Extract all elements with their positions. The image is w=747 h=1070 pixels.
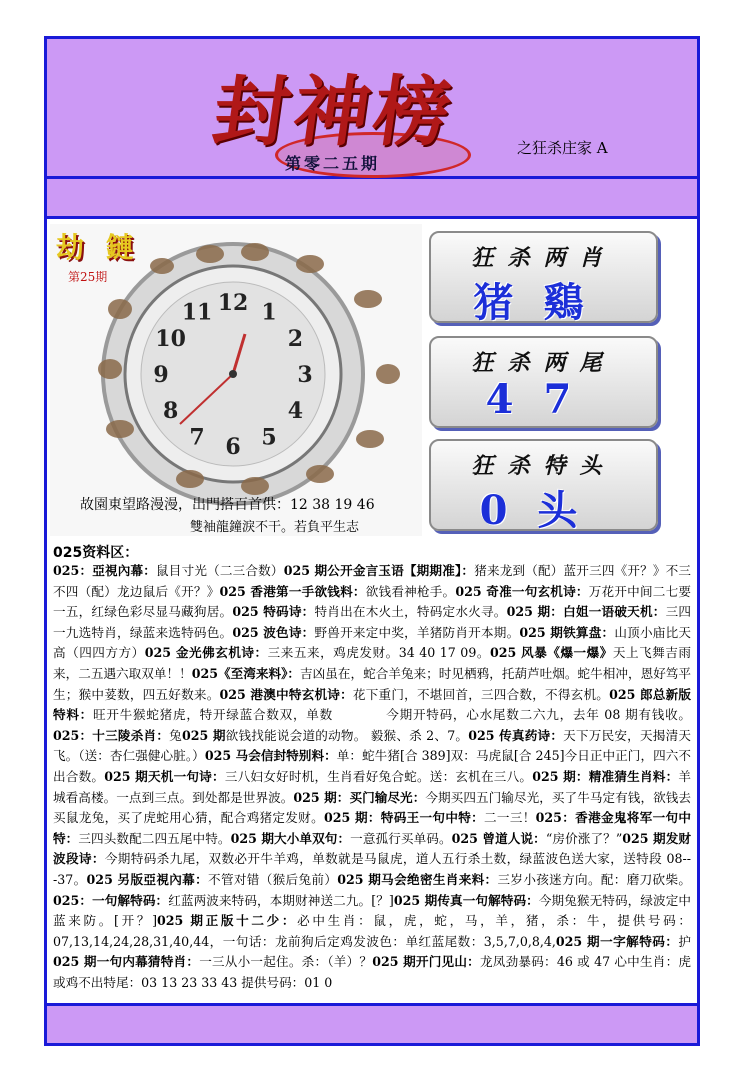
footer-band [47,1003,697,1043]
kill-panel-value: 47 [485,376,602,423]
data-keyword: 025 期：精准猜生肖料： [532,768,679,784]
artwork-poem-line-2: 雙袖龍鐘淚不干。若負平生志 [190,520,360,535]
data-text-segment: 天下万民安，天揭清天飞。（送：杏仁强健心脏。） [53,727,691,764]
data-keyword: 025 期天机一句诗： [104,768,225,784]
data-keyword: 025 期发财波段诗： [53,830,691,867]
data-keyword: 025：一句解特码： [53,892,169,908]
artwork-issue: 第25期 [68,270,108,284]
clock-numeral: 2 [287,326,304,352]
data-text-segment: 天上飞舞吉雨来，二五遇六取双单！！ [53,645,691,681]
data-keyword: 025 另版亞視內幕： [86,871,209,887]
data-keyword: 025 郎总新版特料： [53,686,691,723]
data-text-segment: 羊城看高楼。一点到三点。到处都是世界波。 [53,768,691,805]
data-text-segment: 必中生肖：鼠，虎，蛇，马，羊，猪，杀：牛，提供号码：07,13,14,24,28,31,40,44，一句话：龙前狗后定鸡发波色：单红蓝尾数：3,5,7,0,8,4, [53,913,691,949]
data-keyword: 025 期开门见山： [372,954,480,970]
data-text-segment: 三四头数配二四五尾中特。 [78,830,231,846]
data-keyword: 025 期公开金言玉语【期期准】： [283,563,475,578]
data-keyword: 025 曾道人说： [451,830,546,846]
data-text-segment: 三八妇女好时机，生肖看好兔合蛇。送：玄机在三八。 [224,768,533,784]
clock-numeral: 6 [225,434,241,460]
issue-number: 第零二五期 [285,154,381,173]
data-keyword: 025 期一句内幕猜特肖： [53,954,200,970]
kill-panel-value: 猪鷄 [473,279,614,326]
data-text-segment: 三来五来，鸡虎发财。34 40 17 09。 [267,645,490,661]
data-text-segment: 一三从小一起住。杀：（羊）？ [199,954,373,970]
artwork-poem-line-1: 故園東望路漫漫，出門搭百首供：12 38 19 46 [80,497,375,513]
data-text-segment: 欲钱找能说会道的动物。 毅猴、杀 2、7。 [225,727,469,743]
data-keyword: 025：亞視內幕： [53,563,157,578]
page-subtitle: 之狂杀庄家 A [517,139,608,157]
data-text-segment: 二一三！ [484,810,536,826]
clock-numeral: 5 [261,424,277,451]
poster-frame [44,36,700,1046]
clock-numeral: 3 [297,362,313,388]
data-keyword: 025 期传真一句解特码： [393,892,539,908]
purple-divider-band [47,179,697,219]
data-keyword: 025 奇准一句玄机诗： [455,583,589,599]
data-keyword: 025 传真药诗： [468,727,564,743]
kill-panel-value: 0头 [479,487,608,534]
data-keyword: 025 波色诗： [232,624,315,640]
data-keyword: 025：十三陵杀肖： [53,727,170,743]
data-text-segment: 欲钱看神枪手。 [365,583,456,599]
data-section-body [53,561,691,995]
data-text-segment: 今期特码杀九尾，双数必开牛羊鸡，单数就是马鼠虎，道人五行杀土数，绿蓝波色送大家，送特段 08---37。 [53,851,691,887]
data-keyword: 025 期 [181,727,226,743]
kill-panel-special-head [429,439,658,534]
data-text-segment: 今期买四五门输尽光，买了牛马定有钱，欲钱去买鼠龙兔，买了虎蛇用心猜，配合鸡猪定发财。 [53,789,691,826]
data-section-title: 025资料区： [53,545,139,561]
data-keyword: 025 期：特码王一句中特： [324,810,485,826]
data-text-segment: 单：蛇牛猪[合 389]双：马虎鼠[合 245]今日正中正门，四六不出合数。 [53,748,691,784]
clock-numeral: 1 [261,299,277,326]
clock-numeral: 9 [153,362,169,388]
data-keyword: 025 特码诗： [232,604,315,620]
page-title: 封神榜 [207,67,461,156]
data-text-segment: 龙凤劲暴码：46 或 47 心中生肖：虎或鸡不出特尾：03 13 23 33 43 提供号码：01 0 [53,954,691,990]
clock-numeral: 11 [181,299,213,326]
data-text-segment: 鼠目寸光（二三合数） [156,563,284,578]
data-text-segment: 山顶小庙比天高（四四方方） [53,624,691,661]
data-text-segment: 野兽开来定中奖，羊猪防肖开本期。 [314,624,520,640]
data-text-segment: 旺开牛猴蛇猪虎，特开绿蓝合数双，单数 今期开特码，心水尾数二六九，去年 08 期有钱收。 [93,707,691,723]
data-text-segment: 吉凶虽在，蛇合羊兔来；时见栖鸦，托葫芦吐烟。蛇牛相冲，恩好笃平生；猴中荽数，四五好数来。 [53,665,691,702]
data-keyword: 025 期铁算盘： [519,624,615,640]
data-text-segment: 护 [678,933,691,949]
kill-panel-label: 狂杀两尾 [471,350,616,376]
data-keyword: 025 期大小单双句： [230,830,351,846]
data-text-segment: 不管对错（猴后兔前） [208,871,338,887]
clock-illustration [50,224,422,536]
data-keyword: 025 香港第一手欲钱料： [219,583,366,599]
data-text-segment: 万花开中间二七要一五，红绿色彩尽显马藏狗居。 [53,583,691,620]
data-text-segment: 特肖出在木火土，特码定水火寻。 [314,604,507,620]
data-keyword: 025 期正版十二少： [157,913,298,929]
data-keyword: 025 期：白姐一语破天机： [506,604,666,620]
kill-panel-two-tails [429,336,658,428]
data-keyword: 025《至湾来料》： [191,665,301,681]
data-keyword: 025 马会信封特别料： [204,748,337,764]
data-keyword: 025 风暴《爆一爆》 [489,645,613,661]
kill-panel-label: 狂杀特头 [471,453,616,479]
data-text-segment: 三岁小孩迷方向。配：磨刀砍柴。 [497,871,691,887]
clock-numeral: 12 [217,290,249,316]
data-keyword: 025：香港金鬼将军一句中特： [53,810,691,846]
clock-numeral: 8 [162,398,179,424]
data-keyword: 025 港澳中特玄机诗： [219,686,353,702]
clock-numeral: 4 [287,398,304,424]
data-text-segment: 花下重门，不堪回首，三四合数，不得玄机。 [352,686,610,702]
data-text-segment: “房价涨了？” [545,830,623,846]
header-band [47,39,697,179]
clock-zodiac-artwork [50,224,422,536]
clock-numeral: 7 [189,424,205,451]
kill-panel-two-zodiacs [429,231,658,326]
data-keyword: 025 期：买门输尽光： [293,789,426,805]
kill-panel-label: 狂杀两肖 [471,245,616,271]
artwork-title: 劫 鏈 [56,231,140,264]
data-text-segment: 一意孤行买单码。 [350,830,452,846]
data-text-segment: 今期兔猴无特码，绿波定中蓝来防。[开？] [53,892,691,929]
data-text-segment: 红蓝两波来特码，本期财神送二九。[？] [168,892,394,908]
data-text-segment: 猪来龙到（配）蓝开三四《开？》不三不四（配）龙边鼠后《开？》 [53,563,691,599]
data-text-segment: 三四一九选特肖，绿蓝来选特码色。 [53,604,691,640]
data-keyword: 025 期一字解特码： [555,933,679,949]
data-keyword: 025 金光佛玄机诗： [144,645,268,661]
clock-numeral: 10 [155,326,186,352]
data-text-segment: 兔 [169,727,182,743]
data-keyword: 025 期马会绝密生肖来料： [337,871,498,887]
